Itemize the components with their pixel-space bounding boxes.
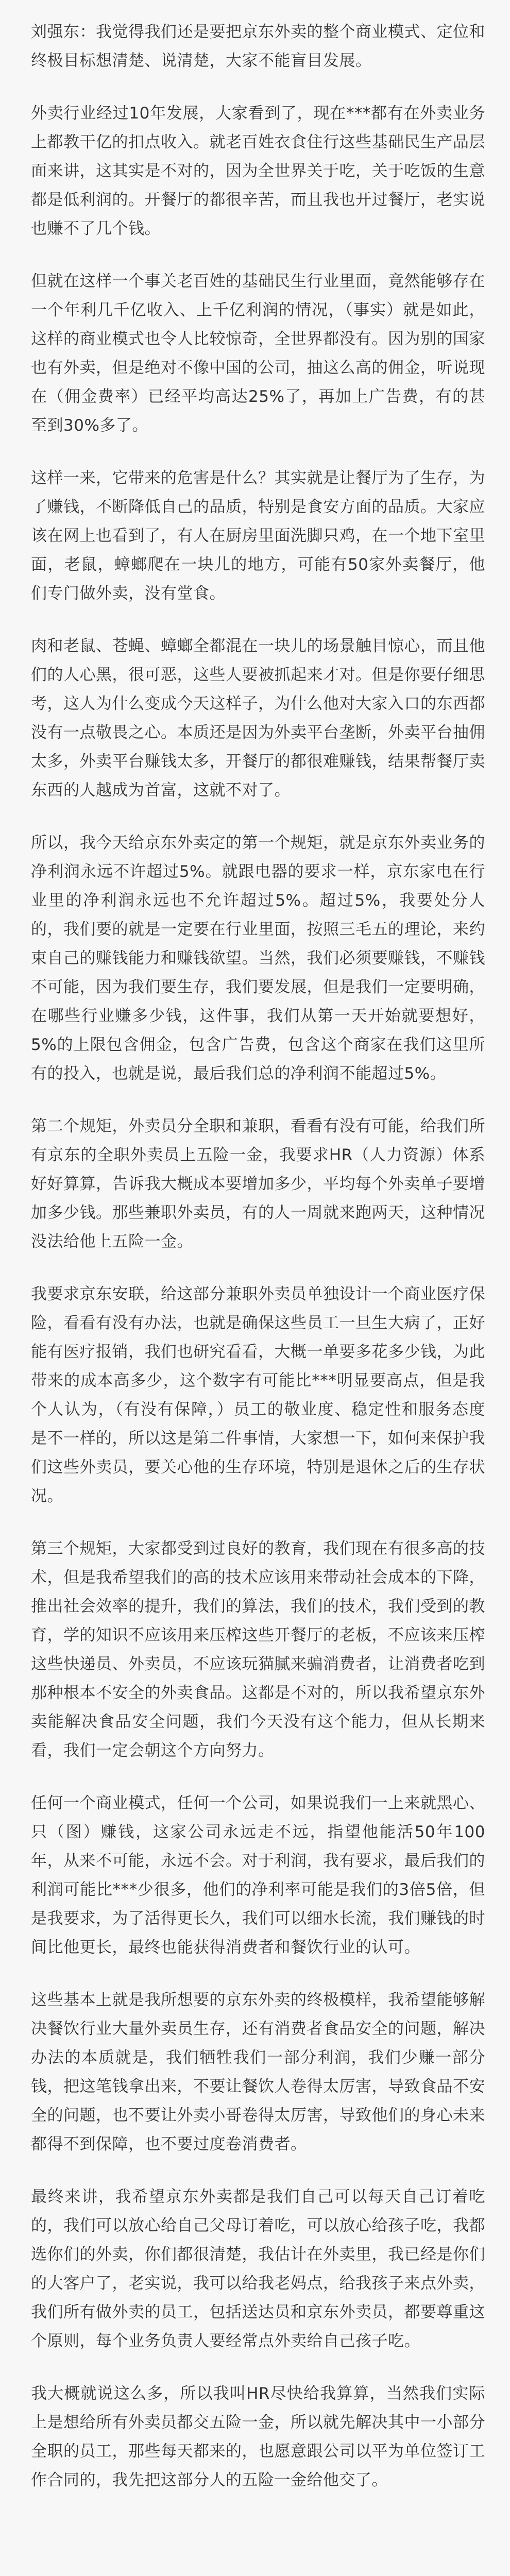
paragraph-7: 第二个规矩，外卖员分全职和兼职，看看有没有可能，给我们所有京东的全职外卖员上五险一金，我要求HR（人力资源）体系好好算算，告诉我大概成本要增加多少，平均每个外卖单子要增加多少钱。那些兼职外卖员，有的人一周就来跑两天，这种情况没法给他上五险一金。 <box>31 1117 485 1251</box>
paragraph-3: 但就在这样一个事关老百姓的基础民生行业里面，竟然能够存在一个年利几千亿收入、上千亿利润的情况，（事实）就是如此，这样的商业模式也令人比较惊奇，全世界都没有。因为别的国家也有外卖，但是绝对不像中国的公司，抽这么高的佣金，听说现在（佣金费率）已经平均高达25%了，再加上广告费，有的甚至到30%多了。 <box>31 272 485 435</box>
paragraph-12: 最终来讲，我希望京东外卖都是我们自己可以每天自己订着吃的，我们可以放心给自己父母订着吃，可以放心给孩子吃，我都选你们的外卖，你们都很清楚，我估计在外卖里，我已经是你们的大客户了，老实说，我可以给我老妈点，给我孩子来点外卖，我们所有做外卖的员工，包括送达员和京东外卖员，都要尊重这个原则，每个业务负责人要经常点外卖给自己孩子吃。 <box>31 2188 485 2350</box>
paragraph-4: 这样一来，它带来的危害是什么？其实就是让餐厅为了生存，为了赚钱，不断降低自己的品质，特别是食安方面的品质。大家应该在网上也看到了，有人在厨房里面洗脚只鸡，在一个地下室里面，老鼠，蟑螂爬在一块儿的地方，可能有50家外卖餐厅，他们专门做外卖，没有堂食。 <box>31 469 485 603</box>
paragraph-2: 外卖行业经过10年发展，大家看到了，现在***都有在外卖业务上都教干亿的扣点收入。就老百姓衣食住行这些基础民生产品层面来讲，这其实是不对的，因为全世界关于吃，关于吃饭的生意都是低利润的。开餐厅的都很辛苦，而且我也开过餐厅，老实说也赚不了几个钱。 <box>31 104 485 238</box>
paragraph-10: 任何一个商业模式，任何一个公司，如果说我们一上来就黑心、只（图）赚钱，这家公司永远走不远，指望他能活50年100年，从来不可能，永远不会。对于利润，我有要求，最后我们的利润可能比***少很多，他们的净利率可能是我们的3倍5倍，但是我要求，为了活得更长久，我们可以细水长流，我们赚钱的时间比他更长，最终也能获得消费者和餐饮行业的认可。 <box>31 1794 485 1957</box>
paragraph-8: 我要求京东安联，给这部分兼职外卖员单独设计一个商业医疗保险，看看有没有办法，也就是确保这些员工一旦生大病了，正好能有医疗报销，我们也研究看看，大概一单要多花多少钱，为此带来的成本高多少，这个数字有可能比***明显要高点，但是我个人认为，（有没有保障，）员工的敬业度、稳定性和服务态度是不一样的，所以这是第二件事情，大家想一下，如何来保护我们这些外卖员，要关心他的生存环境，特别是退休之后的生存状况。 <box>31 1285 485 1505</box>
paragraph-5: 肉和老鼠、苍蝇、蟑螂全都混在一块儿的场景触目惊心，而且他们的人心黑，很可恶，这些人要被抓起来才对。但是你要仔细思考，这人为什么变成今天这样子，为什么他对大家入口的东西都没有一点敬畏之心。本质还是因为外卖平台垄断，外卖平台抽佣太多，外卖平台赚钱太多，开餐厅的都很难赚钱，结果帮餐厅卖东西的人越成为首富，这就不对了。 <box>31 637 485 800</box>
paragraph-6: 所以，我今天给京东外卖定的第一个规矩，就是京东外卖业务的净利润永远不许超过5%。就跟电器的要求一样，京东家电在行业里的净利润永远也不允许超过5%。超过5%，我要处分人的，我们要的就是一定要在行业里面，按照三毛五的理论，来约束自己的赚钱能力和赚钱欲望。当然，我们必须要赚钱，不赚钱不可能，因为我们要生存，我们要发展，但是我们一定要明确，在哪些行业赚多少钱，这件事，我们从第一天开始就要想好，5%的上限包含佣金，包含广告费，包含这个商家在我们这里所有的投入，也就是说，最后我们总的净利润不能超过5%。 <box>31 834 485 1083</box>
paragraph-1: 刘强东：我觉得我们还是要把京东外卖的整个商业模式、定位和终极目标想清楚、说清楚，大家不能盲目发展。 <box>31 23 485 70</box>
paragraph-11: 这些基本上就是我所想要的京东外卖的终极模样，我希望能够解决餐饮行业大量外卖员生存，还有消费者食品安全的问题，解决办法的本质就是，我们牺牲我们一部分利润，我们少赚一部分钱，把这笔钱拿出来，不要让餐饮人卷得太厉害，导致食品不安全的问题，也不要让外卖小哥卷得太厉害，导致他们的身心未来都得不到保障，也不要过度卷消费者。 <box>31 1991 485 2154</box>
paragraph-13: 我大概就说这么多，所以我叫HR尽快给我算算，当然我们实际上是想给所有外卖员都交五险一金，所以就先解决其中一小部分全职的员工，那些每天都来的，也愿意跟公司以平为单位签订工作合同的，我先把这部分人的五险一金给他交了。 <box>31 2384 485 2489</box>
paragraph-9: 第三个规矩，大家都受到过良好的教育，我们现在有很多高的技术，但是我希望我们的高的技术应该用来带动社会成本的下降，推出社会效率的提升，我们的算法，我们的技术，我们受到的教育，学的知识不应该用来压榨这些开餐厅的老板，不应该来压榨这些快递员、外卖员，不应该玩猫腻来骗消费者，让消费者吃到那种根本不安全的外卖食品。这都是不对的，所以我希望京东外卖能解决食品安全问题，我们今天没有这个能力，但从长期来看，我们一定会朝这个方向努力。 <box>31 1539 485 1760</box>
